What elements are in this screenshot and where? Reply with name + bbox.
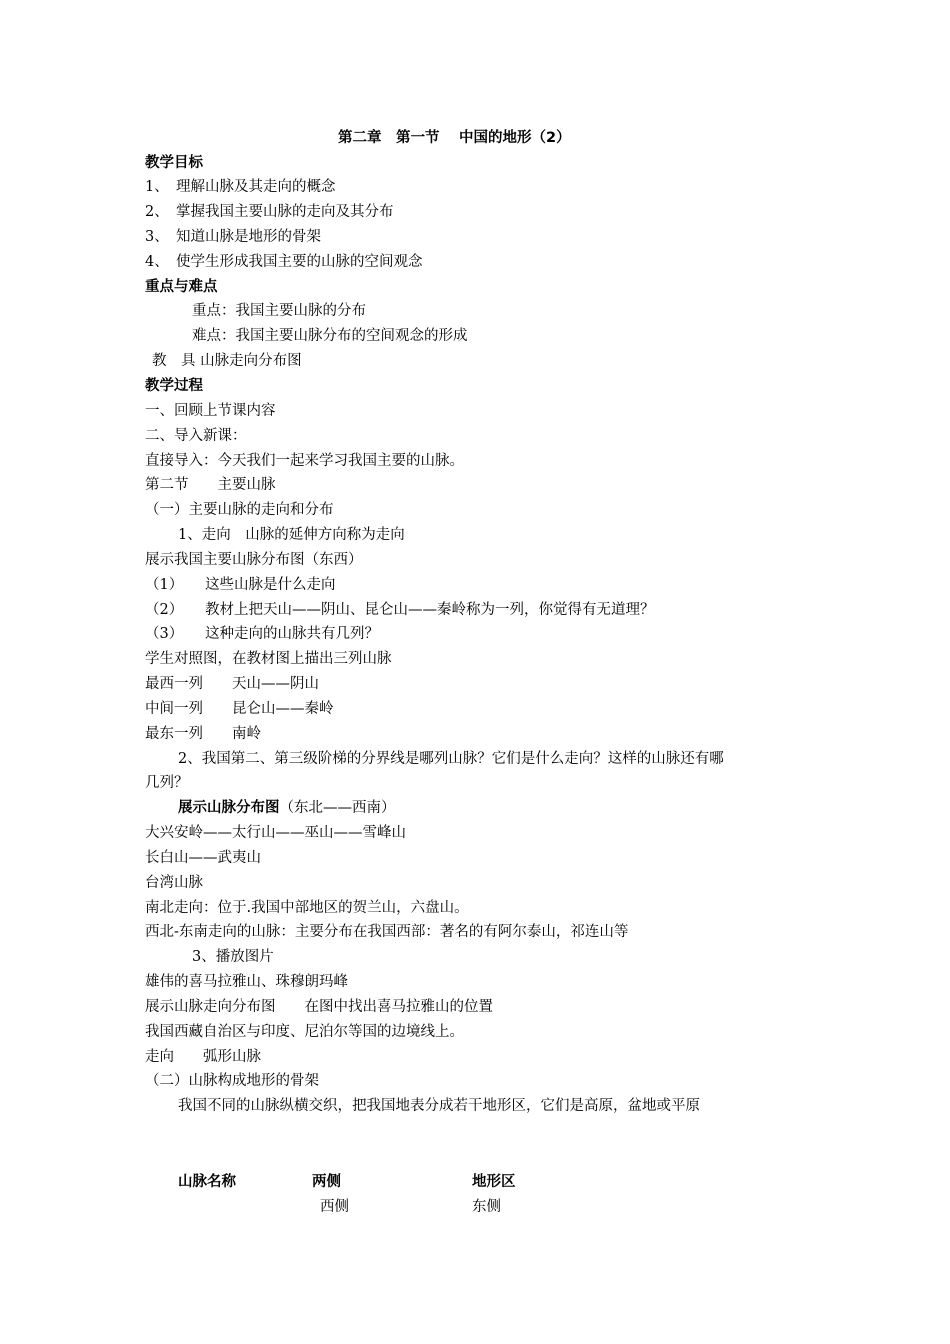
- difficulty-point: 难点：我国主要山脉分布的空间观念的形成: [192, 328, 468, 344]
- process-line: 中间一列 昆仑山——秦岭: [145, 701, 334, 717]
- table-header-mountain-name: 山脉名称: [178, 1174, 236, 1190]
- process-line: 南北走向：位于.我国中部地区的贺兰山，六盘山。: [145, 900, 469, 916]
- process-line: 走向 弧形山脉: [145, 1049, 261, 1065]
- process-line: 第二节 主要山脉: [145, 477, 276, 493]
- process-line: （东北——西南）: [279, 800, 396, 816]
- teaching-tools: 教 具 山脉走向分布图: [152, 353, 302, 369]
- process-line: （3） 这种走向的山脉共有几列？: [145, 626, 379, 642]
- table-header-terrain-region: 地形区: [472, 1174, 516, 1190]
- process-line: （1） 这些山脉是什么走向: [145, 577, 336, 593]
- process-line: 展示山脉走向分布图 在图中找出喜马拉雅山的位置: [145, 999, 493, 1015]
- process-line: 台湾山脉: [145, 875, 203, 891]
- process-line: 1、走向 山脉的延伸方向称为走向: [178, 527, 405, 543]
- table-header-sides: 两侧: [312, 1174, 341, 1190]
- process-line: 大兴安岭——太行山——巫山——雪峰山: [145, 825, 406, 841]
- page-title: 第二章 第一节 中国的地形（2）: [338, 130, 571, 146]
- objective-item: 2、 掌握我国主要山脉的走向及其分布: [145, 204, 394, 220]
- process-line: 2、我国第二、第三级阶梯的分界线是哪列山脉？它们是什么走向？这样的山脉还有哪: [178, 751, 724, 767]
- process-line: 西北-东南走向的山脉：主要分布在我国西部：著名的有阿尔泰山，祁连山等: [145, 924, 629, 940]
- process-line-bold: 展示山脉分布图: [178, 800, 280, 816]
- process-line: 长白山——武夷山: [145, 850, 261, 866]
- objective-item: 3、 知道山脉是地形的骨架: [145, 229, 321, 245]
- process-line: 最西一列 天山——阴山: [145, 676, 319, 692]
- process-line: 最东一列 南岭: [145, 726, 261, 742]
- process-line: （2） 教材上把天山——阴山、昆仑山——秦岭称为一列，你觉得有无道理？: [145, 602, 655, 618]
- process-line-group: [178, 798, 396, 818]
- process-line: 我国不同的山脉纵横交织，把我国地表分成若干地形区，它们是高原，盆地或平原: [178, 1098, 700, 1114]
- process-line: 我国西藏自治区与印度、尼泊尔等国的边境线上。: [145, 1024, 464, 1040]
- focus-point: 重点：我国主要山脉的分布: [192, 303, 366, 319]
- process-line: 雄伟的喜马拉雅山、珠穆朗玛峰: [145, 974, 348, 990]
- process-line: 二、导入新课：: [145, 428, 247, 444]
- process-heading: 教学过程: [145, 378, 203, 394]
- process-line: 直接导入：今天我们一起来学习我国主要的山脉。: [145, 453, 464, 469]
- process-line: 学生对照图，在教材图上描出三列山脉: [145, 651, 392, 667]
- process-line: （一）主要山脉的走向和分布: [145, 502, 334, 518]
- objective-item: 1、 理解山脉及其走向的概念: [145, 179, 336, 195]
- process-line: 几列？: [145, 775, 189, 791]
- process-line: 一、回顾上节课内容: [145, 403, 276, 419]
- objective-item: 4、 使学生形成我国主要的山脉的空间观念: [145, 254, 423, 270]
- key-points-heading: 重点与难点: [145, 279, 218, 295]
- table-subheader-east: 东侧: [472, 1199, 501, 1215]
- process-line: 展示我国主要山脉分布图（东西）: [145, 552, 363, 568]
- table-subheader-west: 西侧: [320, 1199, 349, 1215]
- process-line: （二）山脉构成地形的骨架: [145, 1073, 319, 1089]
- process-line: 3、播放图片: [192, 949, 274, 965]
- objectives-heading: 教学目标: [145, 155, 203, 171]
